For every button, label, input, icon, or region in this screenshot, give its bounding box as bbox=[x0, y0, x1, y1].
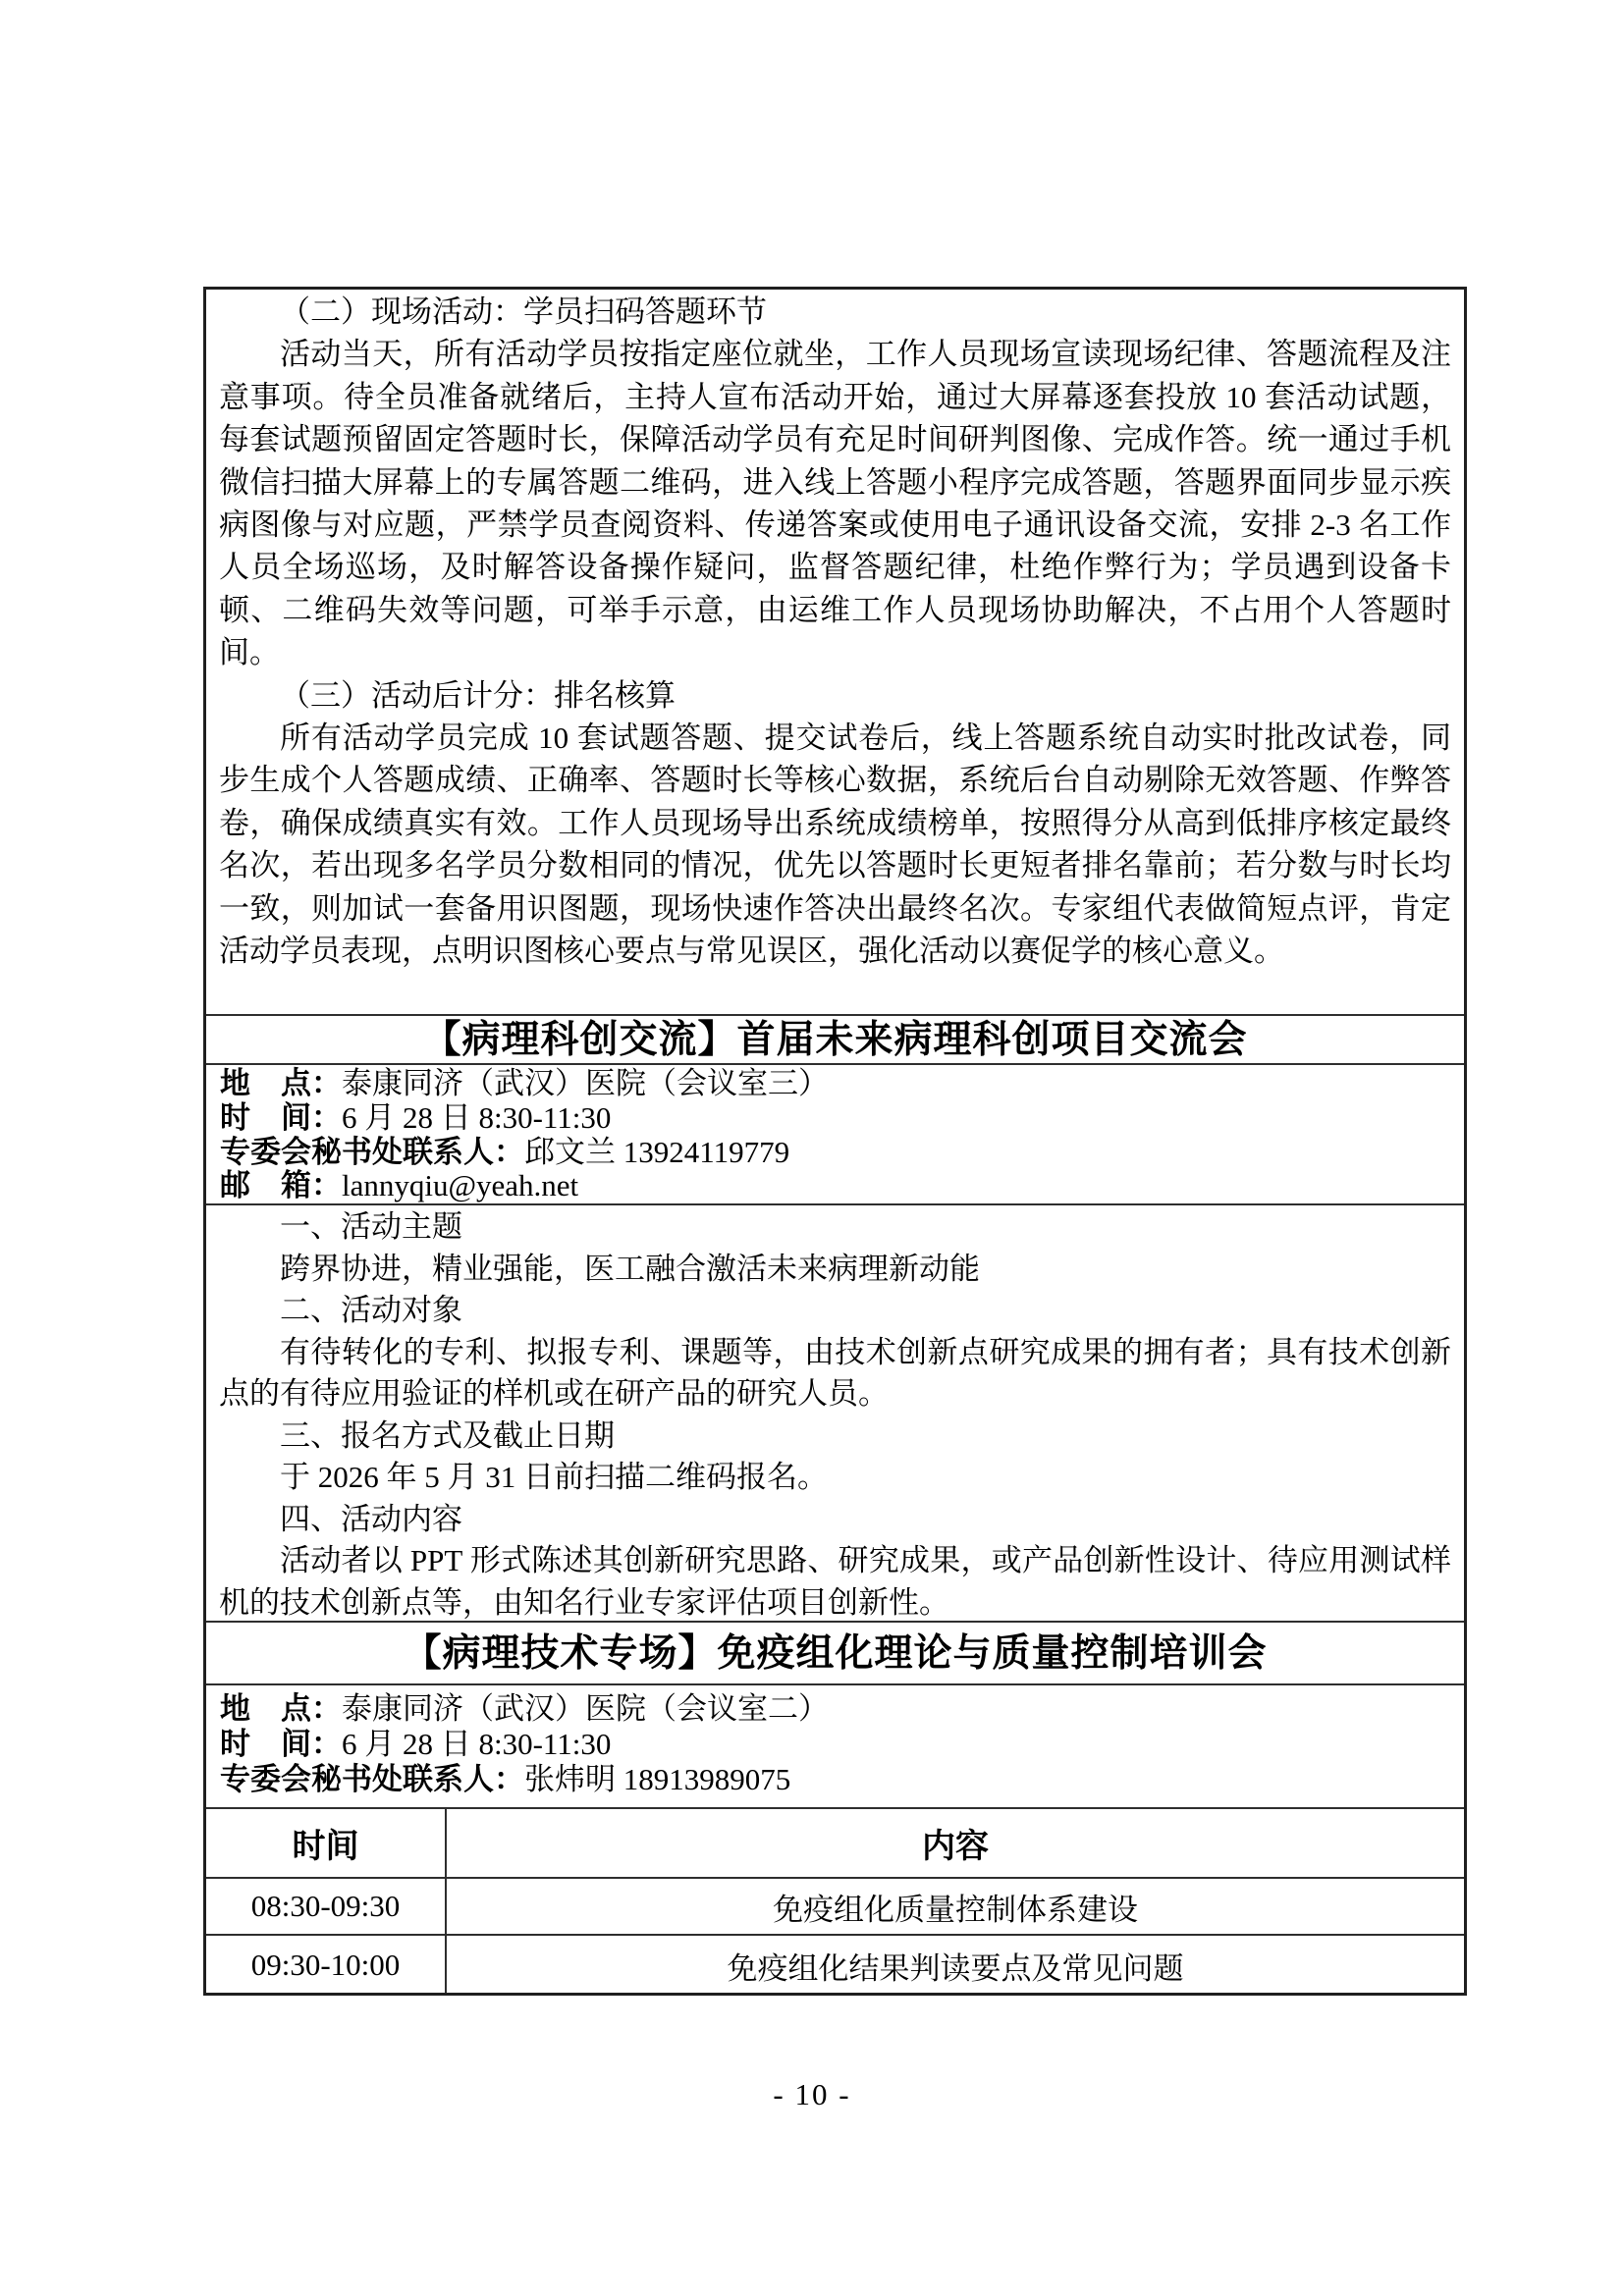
session1-email-line bbox=[220, 1169, 1450, 1203]
email-value: lannyqiu@yeah.net bbox=[342, 1168, 579, 1203]
session1-contact-line bbox=[220, 1136, 1450, 1170]
schedule-time-cell: 08:30-09:30 bbox=[206, 1879, 447, 1934]
session2-info bbox=[206, 1683, 1464, 1807]
content-heading-4: 四、活动内容 bbox=[280, 1501, 462, 1536]
schedule-row bbox=[206, 1934, 1464, 1993]
session1-title: 【病理科创交流】首届未来病理科创项目交流会 bbox=[422, 1018, 1248, 1061]
subheading-scoring: （三）活动后计分：排名核算 bbox=[280, 677, 676, 713]
content-body-4: 活动者以 PPT 形式陈述其创新研究思路、研究成果，或产品创新性设计、待应用测试样机的技术创新点等，由知名行业专家评估项目创新性。 bbox=[219, 1543, 1451, 1620]
session1-title-row bbox=[206, 1014, 1464, 1063]
contact-value: 邱文兰 13924119779 bbox=[524, 1134, 790, 1169]
email-label: 邮 箱： bbox=[220, 1168, 342, 1203]
contact-label: 专委会秘书处联系人： bbox=[220, 1134, 524, 1169]
schedule-header-content: 内容 bbox=[922, 1829, 989, 1865]
session1-content bbox=[206, 1203, 1464, 1621]
schedule-header-row bbox=[206, 1809, 1464, 1877]
time-value: 6 月 28 日 8:30-11:30 bbox=[342, 1099, 612, 1135]
contact-value: 张炜明 18913989075 bbox=[524, 1762, 791, 1796]
session1-location-line bbox=[220, 1067, 1450, 1101]
content-heading-3: 三、报名方式及截止日期 bbox=[280, 1417, 615, 1453]
session2-location-line bbox=[220, 1691, 1450, 1727]
time-value: 6 月 28 日 8:30-11:30 bbox=[342, 1727, 612, 1761]
session2-title-row bbox=[206, 1621, 1464, 1683]
program-table bbox=[203, 287, 1467, 1996]
paragraph-onsite-activity: 活动当天，所有活动学员按指定座位就坐，工作人员现场宣读现场纪律、答题流程及注意事项。待全员准备就绪后，主持人宣布活动开始，通过大屏幕逐套投放 10 套活动试题，每套试题预留固定答题时长，保障活动学员有充足时间研判图像、完成作答。统一通过手机微信扫描大屏幕上的专属答题二维码，进入线上答题小程序完成答题，答题界面同步显示疾病图像与对应题，严禁学员查阅资料、传递答案或使用电子通讯设备交流，安排 2-3 名工作人员全场巡场，及时解答设备操作疑问，监督答题纪律，杜绝作弊行为；学员遇到设备卡顿、二维码失效等问题，可举手示意，由运维工作人员现场协助解决，不占用个人答题时间。 bbox=[219, 337, 1451, 670]
content-heading-1: 一、活动主题 bbox=[280, 1209, 462, 1244]
schedule-content-cell: 免疫组化结果判读要点及常见问题 bbox=[727, 1950, 1184, 1986]
schedule-content-cell: 免疫组化质量控制体系建设 bbox=[773, 1892, 1138, 1927]
session1-info bbox=[206, 1063, 1464, 1203]
subheading-onsite-activity: （二）现场活动：学员扫码答题环节 bbox=[280, 294, 767, 329]
schedule-header-time: 时间 bbox=[206, 1809, 447, 1877]
paragraph-scoring: 所有活动学员完成 10 套试题答题、提交试卷后，线上答题系统自动实时批改试卷，同步生成个人答题成绩、正确率、答题时长等核心数据，系统后台自动剔除无效答题、作弊答卷，确保成绩真实有效。工作人员现场导出系统成绩榜单，按照得分从高到低排序核定最终名次，若出现多名学员分数相同的情况，优先以答题时长更短者排名靠前；若分数与时长均一致，则加试一套备用识图题，现场快速作答决出最终名次。专家组代表做简短点评，肯定活动学员表现，点明识图核心要点与常见误区，强化活动以赛促学的核心意义。 bbox=[219, 721, 1451, 969]
page-number: - 10 - bbox=[773, 2077, 851, 2111]
session1-time-line bbox=[220, 1101, 1450, 1136]
session2-contact-line bbox=[220, 1762, 1450, 1797]
schedule-row bbox=[206, 1877, 1464, 1934]
content-heading-2: 二、活动对象 bbox=[280, 1293, 462, 1327]
location-value: 泰康同济（武汉）医院（会议室三） bbox=[342, 1066, 829, 1100]
time-label: 时 间： bbox=[220, 1099, 342, 1135]
section-onsite-activity-rules bbox=[206, 290, 1464, 1014]
session2-title: 【病理技术专场】免疫组化理论与质量控制培训会 bbox=[403, 1631, 1268, 1675]
content-body-1: 跨界协进，精业强能，医工融合激活未来病理新动能 bbox=[280, 1251, 980, 1286]
location-label: 地 点： bbox=[220, 1066, 342, 1100]
time-label: 时 间： bbox=[220, 1727, 342, 1761]
contact-label: 专委会秘书处联系人： bbox=[220, 1762, 524, 1796]
location-value: 泰康同济（武汉）医院（会议室二） bbox=[342, 1691, 829, 1726]
schedule-time-cell: 09:30-10:00 bbox=[206, 1936, 447, 1993]
session2-time-line bbox=[220, 1727, 1450, 1762]
content-body-3: 于 2026 年 5 月 31 日前扫描二维码报名。 bbox=[280, 1460, 828, 1494]
session2-schedule-table bbox=[206, 1807, 1464, 1993]
location-label: 地 点： bbox=[220, 1691, 342, 1726]
content-body-2: 有待转化的专利、拟报专利、课题等，由技术创新点研究成果的拥有者；具有技术创新点的有待应用验证的样机或在研产品的研究人员。 bbox=[219, 1334, 1451, 1411]
